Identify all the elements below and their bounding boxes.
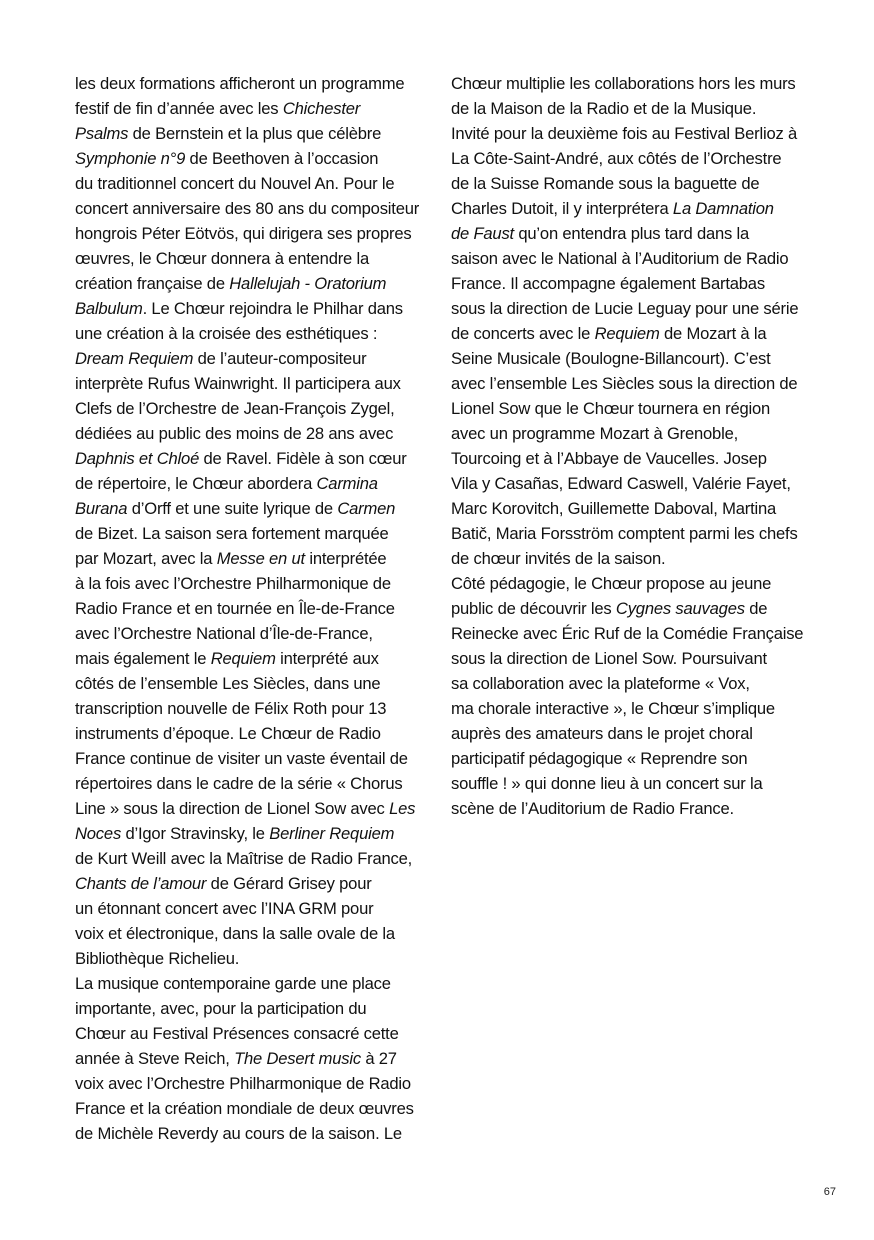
text-segment: Line » sous la direction de Lionel Sow avec: [75, 799, 390, 818]
text-line: [75, 1121, 435, 1146]
text-line: [75, 1071, 435, 1096]
text-segment: de chœur invités de la saison.: [451, 549, 666, 568]
text-line: [451, 296, 811, 321]
text-segment: Charles Dutoit, il y interprétera: [451, 199, 673, 218]
text-line: [451, 271, 811, 296]
text-line: [451, 796, 811, 821]
text-segment: Bibliothèque Richelieu.: [75, 949, 240, 968]
text-segment: d’Igor Stravinsky, le: [121, 824, 270, 843]
text-line: [451, 246, 811, 271]
text-line: [75, 521, 435, 546]
text-line: [75, 796, 435, 821]
text-segment: de concerts avec le: [451, 324, 595, 343]
text-segment: Reinecke avec Éric Ruf de la Comédie Française: [451, 624, 804, 643]
text-line: [75, 571, 435, 596]
text-line: [75, 321, 435, 346]
text-segment: concert anniversaire des 80 ans du compositeur: [75, 199, 420, 218]
text-segment: un étonnant concert avec l’INA GRM pour: [75, 899, 374, 918]
text-line: [75, 921, 435, 946]
text-segment: voix et électronique, dans la salle ovale de la: [75, 924, 395, 943]
text-line: [75, 371, 435, 396]
text-segment: interprète Rufus Wainwright. Il participera aux: [75, 374, 401, 393]
italic-title: Chichester: [282, 99, 361, 118]
italic-title: Dream Requiem: [75, 349, 194, 368]
text-line: [75, 671, 435, 696]
text-segment: répertoires dans le cadre de la série « Chorus: [75, 774, 403, 793]
text-line: [75, 296, 435, 321]
text-segment: de l’auteur-compositeur: [193, 349, 367, 368]
text-segment: . Le Chœur rejoindra le Philhar dans: [142, 299, 403, 318]
text-segment: avec l’Orchestre National d’Île-de-France,: [75, 624, 373, 643]
text-line: [75, 271, 435, 296]
text-line: [75, 1021, 435, 1046]
text-line: [451, 721, 811, 746]
text-line: [451, 521, 811, 546]
italic-title: Les: [389, 799, 416, 818]
italic-title: Daphnis et Chloé: [75, 449, 200, 468]
italic-title: Cygnes sauvages: [615, 599, 745, 618]
italic-title: Symphonie n°9: [75, 149, 186, 168]
text-line: [451, 746, 811, 771]
text-segment: année à Steve Reich,: [75, 1049, 235, 1068]
text-segment: de Michèle Reverdy au cours de la saison. Le: [75, 1124, 402, 1143]
text-line: [451, 671, 811, 696]
text-segment: de la Suisse Romande sous la baguette de: [451, 174, 760, 193]
text-segment: Seine Musicale (Boulogne-Billancourt). C’est: [451, 349, 771, 368]
text-line: [75, 421, 435, 446]
text-line: [75, 146, 435, 171]
text-segment: à 27: [360, 1049, 397, 1068]
text-segment: participatif pédagogique « Reprendre son: [451, 749, 748, 768]
page-number: 67: [823, 1186, 836, 1198]
text-segment: qu’on entendra plus tard dans la: [513, 224, 750, 243]
text-segment: œuvres, le Chœur donnera à entendre la: [75, 249, 370, 268]
text-segment: interprété aux: [275, 649, 379, 668]
text-segment: de Bizet. La saison sera fortement marquée: [75, 524, 389, 543]
text-segment: transcription nouvelle de Félix Roth pour 13: [75, 699, 387, 718]
text-line: [75, 171, 435, 196]
text-line: [75, 496, 435, 521]
text-segment: Vila y Casañas, Edward Caswell, Valérie Fayet,: [451, 474, 791, 493]
text-segment: scène de l’Auditorium de Radio France.: [451, 799, 734, 818]
text-line: [75, 221, 435, 246]
text-line: [75, 71, 435, 96]
text-segment: festif de fin d’année avec les: [75, 99, 283, 118]
text-line: [75, 771, 435, 796]
text-line: [451, 771, 811, 796]
text-line: [75, 646, 435, 671]
text-segment: de Beethoven à l’occasion: [185, 149, 379, 168]
text-segment: de Ravel. Fidèle à son cœur: [199, 449, 407, 468]
text-segment: création française de: [75, 274, 230, 293]
text-segment: Invité pour la deuxième fois au Festival Berlioz à: [451, 124, 798, 143]
italic-title: The Desert music: [234, 1049, 361, 1068]
italic-title: Berliner Requiem: [269, 824, 395, 843]
text-segment: auprès des amateurs dans le projet choral: [451, 724, 753, 743]
text-line: [75, 821, 435, 846]
text-line: [75, 121, 435, 146]
italic-title: Noces: [75, 824, 122, 843]
text-line: [75, 246, 435, 271]
text-line: [451, 696, 811, 721]
left-text-column: [75, 71, 435, 1146]
text-segment: du traditionnel concert du Nouvel An. Pour le: [75, 174, 395, 193]
right-text-column: [451, 71, 811, 821]
text-line: [451, 496, 811, 521]
text-segment: de Bernstein et la plus que célèbre: [128, 124, 382, 143]
text-segment: Radio France et en tournée en Île-de-France: [75, 599, 395, 618]
text-segment: avec l’ensemble Les Siècles sous la direction de: [451, 374, 798, 393]
text-line: [451, 621, 811, 646]
text-line: [75, 846, 435, 871]
text-segment: de Mozart à la: [659, 324, 767, 343]
text-segment: Chœur multiplie les collaborations hors les murs: [451, 74, 796, 93]
text-line: [451, 96, 811, 121]
text-segment: France et la création mondiale de deux œuvres: [75, 1099, 414, 1118]
text-line: [451, 446, 811, 471]
italic-title: Psalms: [75, 124, 129, 143]
text-segment: souffle ! » qui donne lieu à un concert sur la: [451, 774, 763, 793]
text-segment: Chœur au Festival Présences consacré cette: [75, 1024, 399, 1043]
text-line: [75, 1096, 435, 1121]
text-line: [451, 71, 811, 96]
text-line: [451, 646, 811, 671]
text-segment: saison avec le National à l’Auditorium de Radio: [451, 249, 789, 268]
text-segment: de répertoire, le Chœur abordera: [75, 474, 317, 493]
text-segment: Côté pédagogie, le Chœur propose au jeune: [451, 574, 772, 593]
italic-title: Messe en ut: [216, 549, 305, 568]
text-segment: à la fois avec l’Orchestre Philharmonique de: [75, 574, 391, 593]
text-line: [75, 746, 435, 771]
text-line: [451, 371, 811, 396]
text-segment: Lionel Sow que le Chœur tournera en région: [451, 399, 771, 418]
text-line: [451, 596, 811, 621]
text-segment: public de découvrir les: [451, 599, 616, 618]
text-line: [75, 996, 435, 1021]
italic-title: Requiem: [210, 649, 276, 668]
italic-title: Carmen: [337, 499, 396, 518]
text-segment: instruments d’époque. Le Chœur de Radio: [75, 724, 381, 743]
text-segment: ma chorale interactive », le Chœur s’implique: [451, 699, 775, 718]
text-segment: Batič, Maria Forsström comptent parmi les chefs: [451, 524, 798, 543]
text-segment: voix avec l’Orchestre Philharmonique de Radio: [75, 1074, 411, 1093]
text-line: [75, 96, 435, 121]
text-line: [75, 396, 435, 421]
text-line: [451, 421, 811, 446]
text-segment: Clefs de l’Orchestre de Jean-François Zygel,: [75, 399, 395, 418]
text-line: [451, 546, 811, 571]
text-line: [75, 971, 435, 996]
italic-title: de Faust: [451, 224, 514, 243]
text-line: [75, 871, 435, 896]
italic-title: Requiem: [594, 324, 660, 343]
text-segment: par Mozart, avec la: [75, 549, 217, 568]
text-line: [451, 471, 811, 496]
text-segment: les deux formations afficheront un programme: [75, 74, 405, 93]
text-segment: sous la direction de Lionel Sow. Poursuivant: [451, 649, 767, 668]
text-line: [451, 196, 811, 221]
italic-title: La Damnation: [672, 199, 774, 218]
text-line: [75, 946, 435, 971]
italic-title: Carmina: [316, 474, 378, 493]
italic-title: Balbulum: [75, 299, 143, 318]
text-line: [451, 571, 811, 596]
text-segment: importante, avec, pour la participation du: [75, 999, 367, 1018]
text-line: [75, 896, 435, 921]
italic-title: Burana: [75, 499, 128, 518]
text-line: [75, 696, 435, 721]
text-segment: La musique contemporaine garde une place: [75, 974, 391, 993]
text-segment: de Kurt Weill avec la Maîtrise de Radio France,: [75, 849, 413, 868]
italic-title: Chants de l’amour: [75, 874, 207, 893]
text-line: [75, 1046, 435, 1071]
text-line: [75, 446, 435, 471]
text-line: [75, 546, 435, 571]
text-line: [451, 121, 811, 146]
text-segment: sa collaboration avec la plateforme « Vox,: [451, 674, 750, 693]
text-segment: de la Maison de la Radio et de la Musique.: [451, 99, 757, 118]
text-line: [75, 471, 435, 496]
text-line: [451, 321, 811, 346]
text-line: [451, 346, 811, 371]
text-segment: hongrois Péter Eötvös, qui dirigera ses propres: [75, 224, 412, 243]
text-segment: France. Il accompagne également Bartabas: [451, 274, 765, 293]
text-segment: interprétée: [304, 549, 387, 568]
text-line: [451, 396, 811, 421]
text-segment: d’Orff et une suite lyrique de: [127, 499, 338, 518]
text-segment: de: [744, 599, 768, 618]
text-line: [75, 596, 435, 621]
italic-title: Hallelujah - Oratorium: [229, 274, 387, 293]
text-line: [75, 196, 435, 221]
text-line: [75, 621, 435, 646]
text-segment: côtés de l’ensemble Les Siècles, dans une: [75, 674, 381, 693]
text-line: [451, 221, 811, 246]
text-line: [75, 346, 435, 371]
text-segment: mais également le: [75, 649, 211, 668]
text-segment: Marc Korovitch, Guillemette Daboval, Martina: [451, 499, 777, 518]
text-line: [451, 146, 811, 171]
text-segment: dédiées au public des moins de 28 ans avec: [75, 424, 394, 443]
text-line: [75, 721, 435, 746]
text-segment: de Gérard Grisey pour: [206, 874, 372, 893]
text-segment: avec un programme Mozart à Grenoble,: [451, 424, 739, 443]
text-line: [451, 171, 811, 196]
text-segment: sous la direction de Lucie Leguay pour une série: [451, 299, 799, 318]
text-segment: France continue de visiter un vaste éventail de: [75, 749, 408, 768]
text-segment: une création à la croisée des esthétiques :: [75, 324, 378, 343]
text-segment: La Côte-Saint-André, aux côtés de l’Orchestre: [451, 149, 782, 168]
text-segment: Tourcoing et à l’Abbaye de Vaucelles. Josep: [451, 449, 767, 468]
